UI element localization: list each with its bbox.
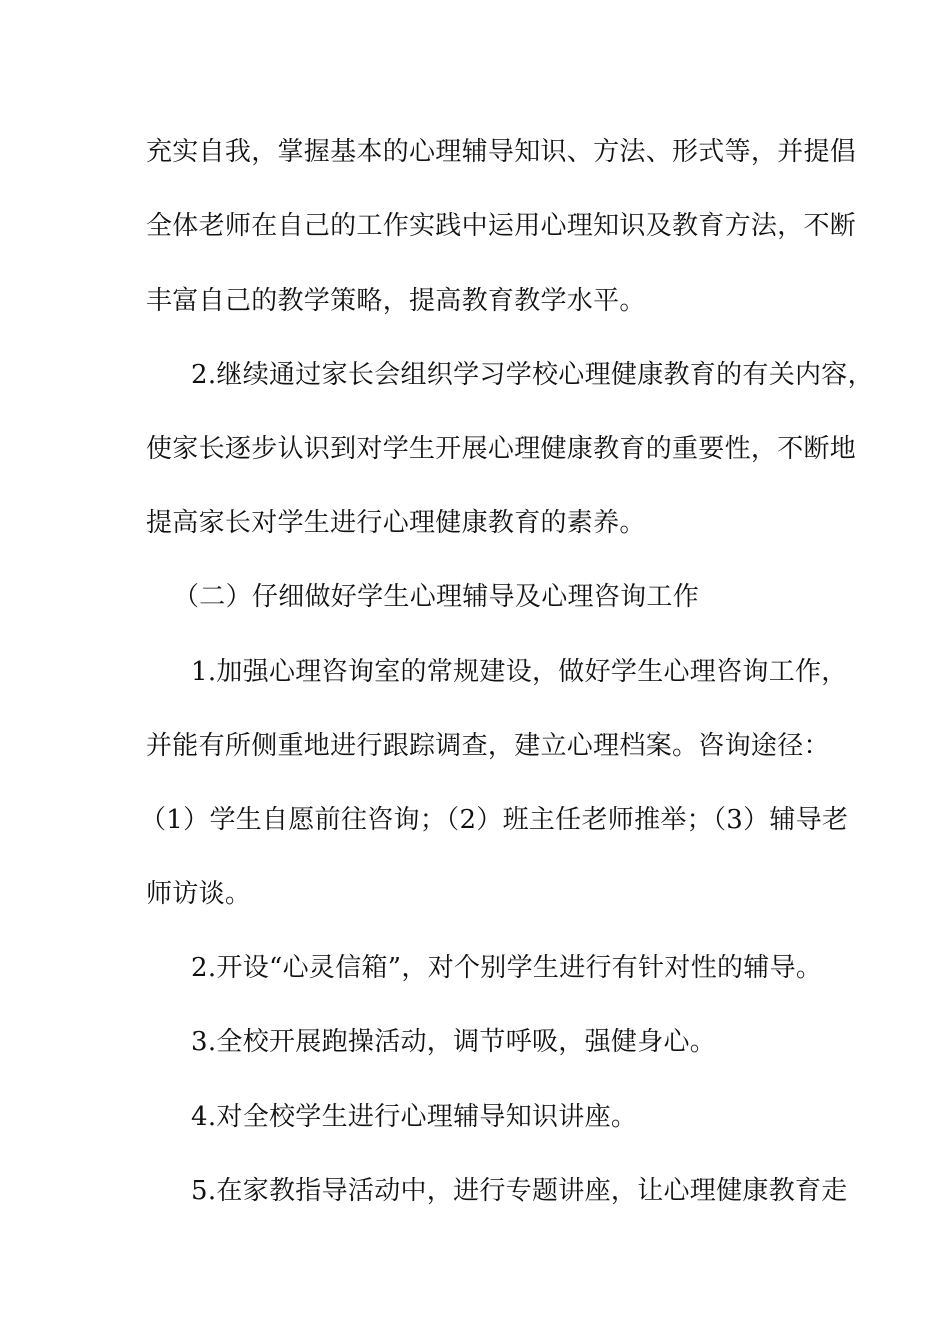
text-line: 全体老师在自己的工作实践中运用心理知识及教育方法，不断 <box>146 211 857 241</box>
text-line: 5.在家教指导活动中，进行专题讲座，让心理健康教育走 <box>191 1176 848 1206</box>
text-line: （1）学生自愿前往咨询；（2）班主任老师推举；（3）辅导老 <box>140 805 849 835</box>
text-line: 提高家长对学生进行心理健康教育的素养。 <box>146 508 646 538</box>
text-line: 3.全校开展跑操活动，调节呼吸，强健身心。 <box>191 1027 717 1057</box>
text-line: 充实自我，掌握基本的心理辅导知识、方法、形式等，并提倡 <box>146 137 857 167</box>
text-line: 2.继续通过家长会组织学习学校心理健康教育的有关内容， <box>191 360 874 390</box>
text-line: 2.开设“心灵信箱”，对个别学生进行有针对性的辅导。 <box>191 953 823 983</box>
text-line: 并能有所侧重地进行跟踪调查，建立心理档案。咨询途径： <box>146 731 830 761</box>
section-heading: （二）仔细做好学生心理辅导及心理咨询工作 <box>173 582 700 612</box>
text-line: 师访谈。 <box>146 879 252 909</box>
text-line: 1.加强心理咨询室的常规建设，做好学生心理咨询工作， <box>191 657 848 687</box>
text-line: 丰富自己的教学策略，提高教育教学水平。 <box>146 286 646 316</box>
text-line: 使家长逐步认识到对学生开展心理健康教育的重要性，不断地 <box>146 434 857 464</box>
text-line: 4.对全校学生进行心理辅导知识讲座。 <box>191 1102 638 1132</box>
